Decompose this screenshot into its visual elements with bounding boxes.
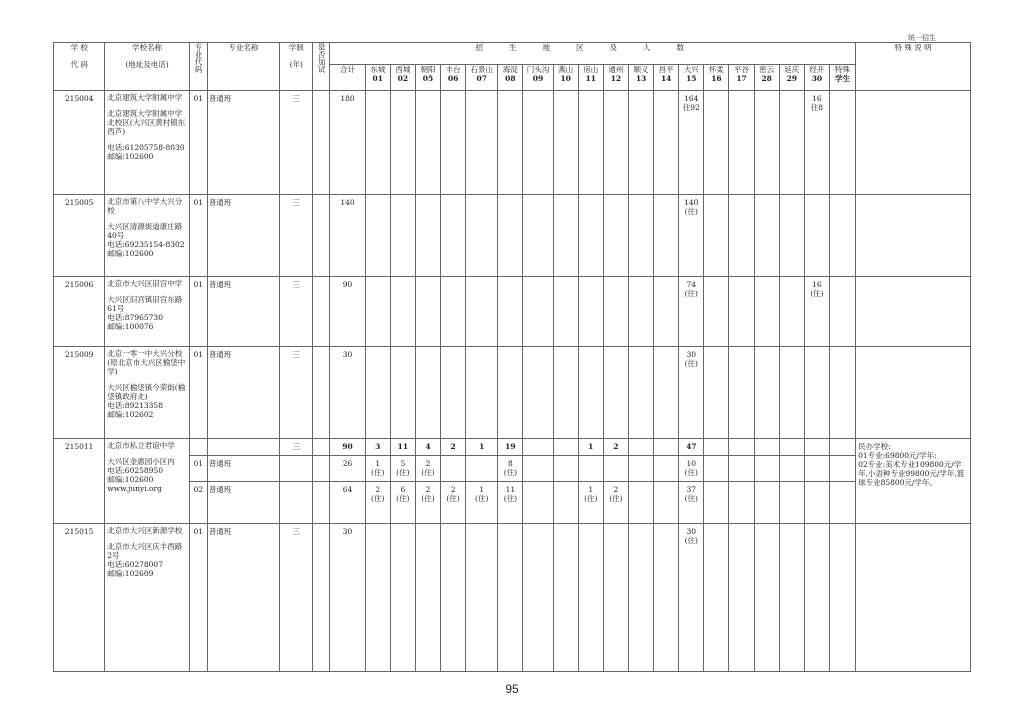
region-col: 特殊 学生	[829, 65, 855, 91]
total: 30	[330, 524, 365, 672]
years: 三	[280, 439, 313, 456]
years: 三	[280, 347, 313, 439]
table-row	[54, 347, 971, 439]
summary-tongzhou: 2	[603, 439, 628, 456]
region-col: 海淀 08	[498, 65, 523, 91]
major-name: 普通班	[207, 195, 279, 277]
haidian-count: 11 (住)	[498, 482, 523, 524]
fangshan-count: 1 (住)	[578, 482, 603, 524]
region-col: 昌平 14	[654, 65, 679, 91]
chaoyang-count: 2 (住)	[415, 482, 440, 524]
region-col: 东城 01	[365, 65, 390, 91]
region-col: 门头沟 09	[523, 65, 553, 91]
school-code: 215011	[54, 439, 105, 524]
summary-fangshan: 1	[578, 439, 603, 456]
total: 64	[330, 482, 365, 524]
table-row	[54, 456, 971, 482]
years: 三	[280, 91, 313, 195]
school-info: 北京市大兴区旧宫中学 大兴区旧宫镇旧宫东路61号 电话:87965730 邮编:100076	[105, 277, 189, 347]
daxing-count: 30 (住)	[679, 524, 704, 672]
summary-dongcheng: 3	[365, 439, 390, 456]
major-name: 普通班	[207, 482, 279, 524]
school-info: 北京一零一中大兴分校(原北京市大兴区榆垡中学) 大兴区榆垡镇今荣街(榆垡镇政府北) 电话:89213358 邮编:102602	[105, 347, 189, 439]
major-name: 普通班	[207, 347, 279, 439]
summary-xicheng: 11	[390, 439, 415, 456]
school-code: 215006	[54, 277, 105, 347]
region-col: 经开 30	[804, 65, 829, 91]
special-note: 民办学校: 01专业:69800元/学年; 02专业:美术专业109800元/学年,小语种专业99800元/学年,篮球专业85800元/学年。	[856, 439, 971, 524]
header-years: 学制 (年)	[280, 43, 313, 91]
region-col: 密云 28	[754, 65, 779, 91]
jingkai-count: 16 (住)	[804, 277, 829, 347]
table-row	[54, 277, 971, 347]
table-row	[54, 91, 971, 195]
summary-chaoyang: 4	[415, 439, 440, 456]
region-col: 大兴 15	[679, 65, 704, 91]
daxing-count: 37 (住)	[679, 482, 704, 524]
page-number: 95	[505, 682, 519, 696]
region-col: 延庆 29	[779, 65, 804, 91]
major-code: 01	[189, 347, 207, 439]
major-code: 01	[189, 277, 207, 347]
xicheng-count: 6 (住)	[390, 482, 415, 524]
chaoyang-count: 2 (住)	[415, 456, 440, 482]
daxing-count: 30 (住)	[679, 347, 704, 439]
shijingshan-count: 1 (住)	[466, 482, 498, 524]
school-code: 215015	[54, 524, 105, 672]
region-col: 朝阳 05	[415, 65, 440, 91]
major-code: 01	[189, 195, 207, 277]
major-name: 普通班	[207, 277, 279, 347]
header-major-name: 专业名称	[207, 43, 279, 91]
years: 三	[280, 277, 313, 347]
region-col: 石景山 07	[466, 65, 498, 91]
table-row	[54, 195, 971, 277]
daxing-count: 164 住92	[679, 91, 704, 195]
region-col: 怀柔 16	[704, 65, 729, 91]
summary-daxing: 47	[679, 439, 704, 456]
enrollment-table	[53, 42, 971, 672]
total: 90	[330, 277, 365, 347]
daxing-count: 140 (住)	[679, 195, 704, 277]
header-school-code: 学 校 代 码	[54, 43, 105, 91]
total: 180	[330, 91, 365, 195]
major-code: 01	[189, 524, 207, 672]
header-region-title: 招生地区及人数	[330, 43, 856, 65]
dongcheng-count: 1 (住)	[365, 456, 390, 482]
table-row	[54, 439, 971, 456]
region-col: 通州 12	[603, 65, 628, 91]
dongcheng-count: 2 (住)	[365, 482, 390, 524]
header-extra-test: 是否加试	[313, 43, 330, 91]
region-col: 平谷 17	[729, 65, 754, 91]
daxing-count: 10 (住)	[679, 456, 704, 482]
jingkai-count: 16 住8	[804, 91, 829, 195]
summary-fengtai: 2	[441, 439, 466, 456]
header-note: 特 殊 说 明	[856, 43, 971, 91]
header-major-code: 专业代码	[189, 43, 207, 91]
summary-haidian: 19	[498, 439, 523, 456]
header-school-name: 学校名称 (地址及电话)	[105, 43, 189, 91]
xicheng-count: 5 (住)	[390, 456, 415, 482]
summary-shijingshan: 1	[466, 439, 498, 456]
region-col: 燕山 10	[553, 65, 578, 91]
header-total: 合计	[330, 65, 365, 91]
corner-label: 统一招生	[908, 34, 936, 42]
school-code: 215009	[54, 347, 105, 439]
tongzhou-count: 2 (住)	[603, 482, 628, 524]
region-col: 房山 11	[578, 65, 603, 91]
haidian-count: 8 (住)	[498, 456, 523, 482]
total: 30	[330, 347, 365, 439]
school-code: 215005	[54, 195, 105, 277]
region-col: 丰台 06	[441, 65, 466, 91]
school-info: 北京市私立君谊中学 大兴区金惠园小区内 电话:60258950 邮编:102600 www.junyi.org	[105, 439, 189, 524]
school-code: 215004	[54, 91, 105, 195]
major-name: 普通班	[207, 456, 279, 482]
school-info: 北京市第八中学大兴分校 大兴区清源街道康庄路40号 电话:69235154-8302 邮编:102600	[105, 195, 189, 277]
major-code: 01	[189, 91, 207, 195]
daxing-count: 74 (住)	[679, 277, 704, 347]
summary-total: 90	[330, 439, 365, 456]
region-col: 西城 02	[390, 65, 415, 91]
years: 三	[280, 195, 313, 277]
fengtai-count: 2 (住)	[441, 482, 466, 524]
total: 26	[330, 456, 365, 482]
major-code: 01	[189, 456, 207, 482]
table-row	[54, 482, 971, 524]
region-col: 顺义 13	[628, 65, 653, 91]
school-info: 北京市大兴区新源学校 北京市大兴区庆丰西路2号 电话:60278007 邮编:102609	[105, 524, 189, 672]
major-name: 普通班	[207, 524, 279, 672]
years: 三	[280, 524, 313, 672]
major-name: 普通班	[207, 91, 279, 195]
school-info: 北京建筑大学附属中学 北京建筑大学附属中学北校区(大兴区黄村镇东西芦) 电话:61205758-8030 邮编:102600	[105, 91, 189, 195]
major-code: 02	[189, 482, 207, 524]
table-row	[54, 524, 971, 672]
total: 140	[330, 195, 365, 277]
